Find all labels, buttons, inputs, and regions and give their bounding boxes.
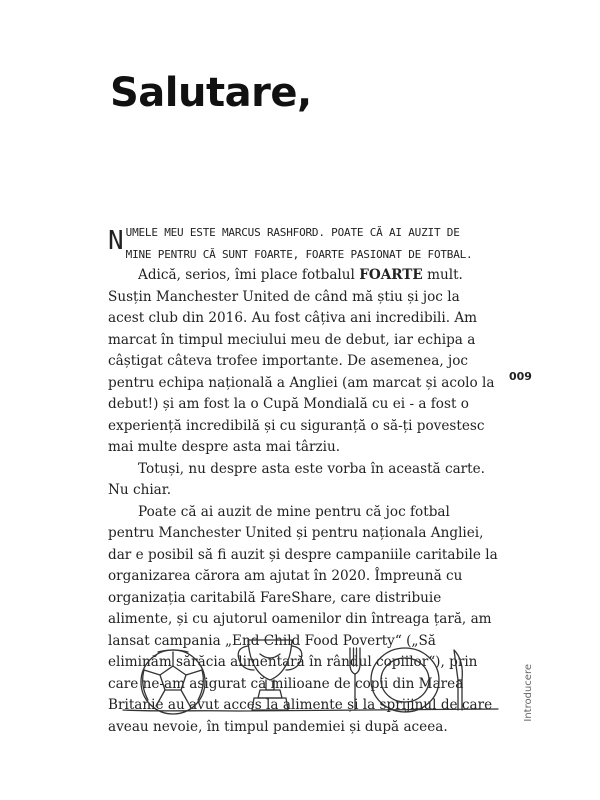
paragraph-1: [108, 265, 500, 459]
paragraph-1-bold: FOARTE: [359, 267, 423, 283]
intro-line-2: MINE PENTRU CĂ SUNT FOARTE, FOARTE PASIONAT DE FOTBAL.: [125, 247, 473, 261]
page-number: 009: [509, 370, 532, 383]
paragraph-1-text-a: Adică, serios, îmi place fotbalul: [138, 267, 360, 283]
paragraph-1-text-b: mult. Susțin Manchester United de când mă știu și joc la acest club din 2016. Au fost câțiva ani incredibili. Am marcat în timpul meciului meu de debut, iar echipa a câștigat câteva trofee importante. De asemenea, joc pentru echipa națională a Angliei (am marcat și acolo la debut!) și am fost la o Cupă Mondială cu ei - a fost o experiență incredibilă și cu siguranță o să-ți povestesc mai multe despre asta mai târziu.: [108, 267, 495, 455]
line-illustration: [118, 630, 503, 720]
paragraph-3: Poate că ai auzit de mine pentru că joc fotbal pentru Manchester United și pentru naționala Angliei, dar e posibil să fi auzit și despre campaniile caritabile la organizarea cărora am ajutat în 2020. Împreună cu organizația caritabilă FareShare, care distribuie alimente, și cu ajutorul oamenilor din întreaga țară, am lansat campania „End Child Food Poverty“ („Să eliminăm sărăcia alimentară în rândul copiilor“), prin care ne-am asigurat că milioane de copii din Marea Britanie au avut acces la alimente și la sprijinul de care aveau nevoie, în timpul pandemiei și după aceea.: [108, 503, 498, 735]
baseline-line: [123, 709, 498, 711]
plate-icon: [371, 648, 439, 712]
trophy-icon: [238, 640, 302, 710]
intro-paragraph: [108, 222, 500, 265]
section-label: Introducere: [523, 664, 534, 722]
drop-cap: N: [108, 226, 124, 256]
football-icon: [141, 650, 205, 714]
paragraph-2: Totuși, nu despre asta este vorba în această carte. Nu chiar.: [108, 460, 486, 498]
knife-icon: [454, 650, 462, 710]
intro-line-1: UMELE MEU ESTE MARCUS RASHFORD. POATE CĂ AI AUZIT DE: [125, 226, 460, 239]
page-title: Salutare,: [110, 70, 312, 116]
fork-icon: [350, 648, 360, 710]
